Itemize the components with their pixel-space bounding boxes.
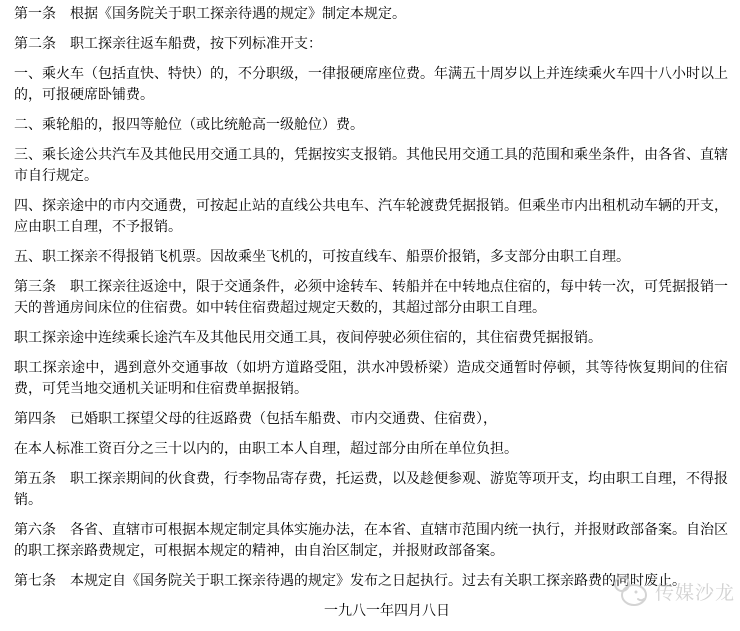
paragraph: 第六条 各省、直辖市可根据本规定制定具体实施办法，在本省、直辖市范围内统一执行，并报财政部备案。自治区的职工探亲路费规定，可根据本规定的精神，由自治区制定，并报财政部备案。: [14, 521, 728, 558]
paragraph: 五、职工探亲不得报销飞机票。因故乘坐飞机的，可按直线车、船票价报销，多支部分由职工自理。: [14, 248, 630, 264]
paragraph: 第二条 职工探亲往返车船费，按下列标准开支：: [14, 35, 322, 51]
paragraph: 第五条 职工探亲期间的伙食费，行李物品寄存费，托运费，以及趁便参观、游览等项开支，均由职工自理，不得报销。: [14, 470, 728, 507]
document-date: 一九八一年四月八日: [324, 602, 450, 618]
paragraph: 职工探亲途中，遇到意外交通事故（如坍方道路受阻，洪水冲毁桥梁）造成交通暂时停顿，其等待恢复期间的住宿费，可凭当地交通机关证明和住宿费单据报销。: [14, 359, 728, 396]
paragraph: 第三条 职工探亲往返途中，限于交通条件，必须中途转车、转船并在中转地点住宿的，每中转一次，可凭据报销一天的普通房间床位的住宿费。如中转住宿费超过规定天数的，其超过部分由职工自理。: [14, 278, 728, 315]
document-body: [14, 3, 728, 600]
paragraph: 第四条 已婚职工探望父母的往返路费（包括车船费、市内交通费、住宿费），: [14, 410, 497, 426]
paragraph: 四、探亲途中的市内交通费，可按起止站的直线公共电车、汽车轮渡费凭据报销。但乘坐市内出租机动车辆的开支，应由职工自理，不予报销。: [14, 197, 728, 234]
paragraph: 一、乘火车（包括直快、特快）的，不分职级，一律报硬席座位费。年满五十周岁以上并连续乘火车四十八小时以上的，可报硬席卧铺费。: [14, 65, 728, 102]
paragraph: 职工探亲途中连续乘长途汽车及其他民用交通工具，夜间停驶必须住宿的，其住宿费凭据报销。: [14, 329, 602, 345]
watermark-text: 传媒沙龙: [654, 582, 735, 604]
paragraph: 第一条 根据《国务院关于职工探亲待遇的规定》制定本规定。: [14, 5, 406, 21]
paragraph: 在本人标准工资百分之三十以内的，由职工本人自理，超过部分由所在单位负担。: [14, 440, 518, 456]
paragraph: 二、乘轮船的，报四等舱位（或比统舱高一级舱位）费。: [14, 116, 364, 132]
paragraph: 三、乘长途公共汽车及其他民用交通工具的，凭据按实支报销。其他民用交通工具的范围和乘坐条件，由各省、直辖市自行规定。: [14, 146, 728, 183]
paragraph: 第七条 本规定自《国务院关于职工探亲待遇的规定》发布之日起执行。过去有关职工探亲路费的同时废止。: [14, 572, 686, 588]
